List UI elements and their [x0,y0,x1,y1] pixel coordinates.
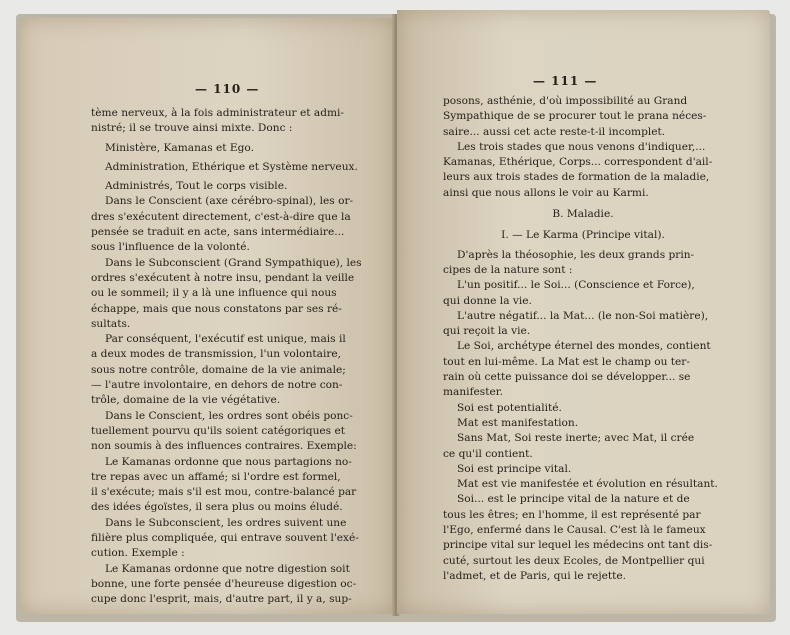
text-line: Par conséquent, l'exécutif est unique, mais il [105,333,346,346]
text-line: Soi est principe vital. [457,462,572,475]
text-line: Kamanas, Ethérique, Corps... correspondent d'ail- [443,156,713,169]
text-line: non soumis à des influences contraires. Exemple: [91,440,357,453]
page-number-left: — 110 — [195,82,260,96]
text-line: manifester. [443,386,503,399]
text-line: tème nerveux, à la fois administrateur et admi- [91,107,344,119]
text-line: Dans le Subconscient, les ordres suivent une [105,516,347,529]
text-line: l'Ego, enfermé dans le Causal. C'est là le fameux [443,524,706,537]
text-line: sous l'influence de la volonté. [91,241,250,254]
text-line: qui donne la vie. [443,294,532,307]
text-line: Sans Mat, Soi reste inerte; avec Mat, il crée [457,432,695,445]
text-line: tout en lui-même. La Mat est le champ ou ter- [443,355,690,368]
right-page-text [443,94,723,584]
text-line: a deux modes de transmission, l'un volontaire, [91,348,342,361]
page-number-right: — 111 — [533,74,598,88]
text-line: Ministère, Kamanas et Ego. [105,141,254,154]
text-line: rain où cette puissance doi se développer... se [443,371,691,384]
text-line: Dans le Conscient (axe cérébro-spinal), les or- [105,195,354,208]
text-line: cupe donc l'esprit, mais, d'autre part, il y a, sup- [91,593,352,606]
text-line: Mat est manifestation. [457,416,579,429]
text-line: Mat est vie manifestée et évolution en résultant. [457,478,718,491]
text-line: Administration, Ethérique et Système nerveux. [105,160,358,173]
text-line: tre repas avec un affamé; si l'ordre est formel, [91,470,341,483]
text-line: Le Kamanas ordonne que nous partagions no- [105,455,352,468]
text-line: Dans le Subconscient (Grand Sympathique), les [105,256,362,269]
text-line: l'admet, et de Paris, qui le rejette. [443,569,627,582]
text-line: échappe, mais que nous constatons par ses ré- [91,302,342,315]
text-line: leurs aux trois stades de formation de la maladie, [443,171,710,184]
left-page [20,18,395,614]
subsection-heading: I. — Le Karma (Principe vital). [501,229,665,242]
text-line: Administrés, Tout le corps visible. [105,180,288,193]
text-line: tuellement pourvu qu'ils soient catégoriques et [91,424,345,437]
text-line: ainsi que nous allons le voir au Karmi. [443,186,649,199]
text-line: des idées égoïstes, il sera plus ou moins éludé. [91,501,343,514]
text-line: Dans le Conscient, les ordres sont obéis ponc- [105,409,353,422]
text-line: Les trois stades que nous venons d'indiquer,... [457,140,706,153]
text-line: sous notre contrôle, domaine de la vie animale; [91,363,346,376]
text-line: Le Kamanas ordonne que notre digestion soit [105,562,350,575]
text-line: tous les êtres; en l'homme, il est représenté par [443,508,701,521]
left-page-text [91,106,379,608]
text-line: ordres s'exécutent à notre insu, pendant la veille [91,271,355,284]
text-line: cuté, surtout les deux Ecoles, de Montpellier qui [443,554,705,567]
text-line: ce qu'il contient. [443,447,533,460]
right-page [397,10,770,614]
text-line: cution. Exemple : [91,547,185,560]
text-line: saire... aussi cet acte reste-t-il incomplet. [443,125,666,138]
text-line: nistré; il se trouve ainsi mixte. Donc : [91,122,293,135]
text-line: L'autre négatif... la Mat... (le non-Soi matière), [457,309,709,322]
text-line: posons, asthénie, d'où impossibilité au Grand [443,95,688,107]
text-line: sultats. [91,317,131,330]
text-line: pensée se traduit en acte, sans intermédiaire... [91,226,345,239]
text-line: D'après la théosophie, les deux grands prin- [457,248,695,261]
text-line: Le Soi, archétype éternel des mondes, contient [457,340,711,353]
text-line: Soi... est le principe vital de la nature et de [457,493,690,506]
text-line: qui reçoit la vie. [443,325,531,338]
text-line: dres s'exécutent directement, c'est-à-dire que la [91,210,351,223]
text-line: il s'exécute; mais s'il est mou, contre-balancé par [91,486,357,499]
text-line: L'un positif... le Soi... (Conscience et Force), [457,279,695,292]
text-line: — l'autre involontaire, en dehors de notre con- [91,379,343,392]
text-line: Soi est potentialité. [457,401,562,414]
text-line: Sympathique de se procurer tout le prana néces- [443,110,707,123]
text-line: ou le sommeil; il y a là une influence qui nous [91,287,337,300]
text-line: principe vital sur lequel les médecins ont tant dis- [443,539,713,552]
text-line: cipes de la nature sont : [443,263,573,276]
text-line: trôle, domaine de la vie végétative. [91,394,281,407]
text-line: filière plus compliquée, qui entrave souvent l'exé- [91,532,359,545]
text-line: bonne, une forte pensée d'heureuse digestion oc- [91,577,357,590]
section-heading: B. Maladie. [552,208,614,221]
